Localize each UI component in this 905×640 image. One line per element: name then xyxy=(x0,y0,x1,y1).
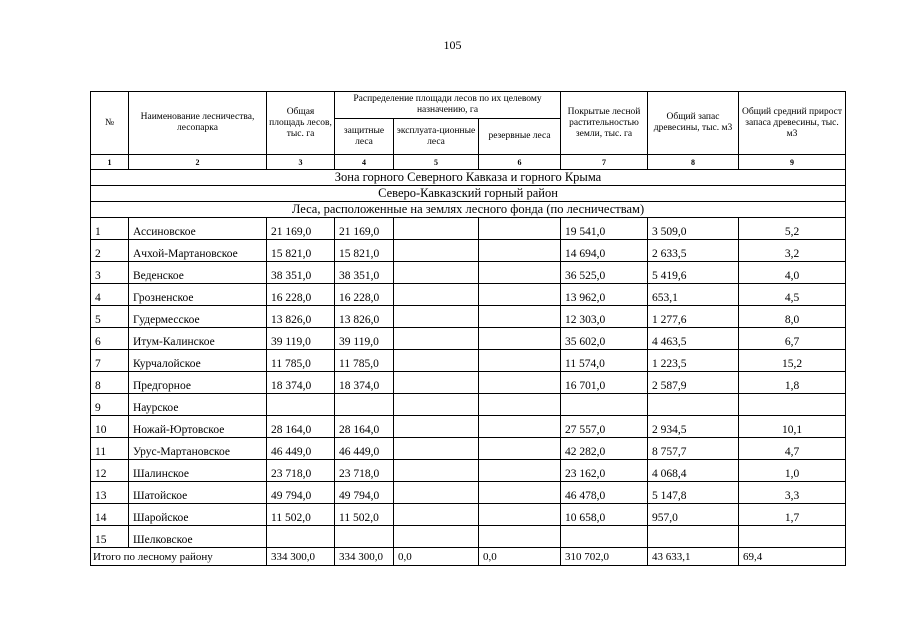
wood-stock: 4 068,4 xyxy=(648,460,739,482)
protective-area: 28 164,0 xyxy=(335,416,394,438)
exploitable-area xyxy=(394,460,479,482)
row-number: 12 xyxy=(91,460,129,482)
column-number: 5 xyxy=(394,155,479,170)
wood-stock: 1 223,5 xyxy=(648,350,739,372)
row-number: 1 xyxy=(91,218,129,240)
total-sum-protective: 334 300,0 xyxy=(335,548,394,566)
table-row xyxy=(91,328,846,350)
protective-area: 16 228,0 xyxy=(335,284,394,306)
table-row xyxy=(91,526,846,548)
wood-stock xyxy=(648,526,739,548)
page-number: 105 xyxy=(443,38,462,52)
row-number: 14 xyxy=(91,504,129,526)
exploitable-area xyxy=(394,240,479,262)
stock-growth: 8,0 xyxy=(739,306,846,328)
table-row xyxy=(91,306,846,328)
reserve-area xyxy=(479,350,561,372)
wood-stock: 957,0 xyxy=(648,504,739,526)
stock-growth: 4,5 xyxy=(739,284,846,306)
header-covered: Покрытые лесной растительностью земли, тыс. га xyxy=(561,92,648,155)
total-label: Итого по лесному району xyxy=(91,548,267,566)
total-area: 11 785,0 xyxy=(267,350,335,372)
total-sum-covered: 310 702,0 xyxy=(561,548,648,566)
covered-area: 23 162,0 xyxy=(561,460,648,482)
table-row xyxy=(91,218,846,240)
protective-area: 15 821,0 xyxy=(335,240,394,262)
exploitable-area xyxy=(394,504,479,526)
row-number: 2 xyxy=(91,240,129,262)
wood-stock: 2 587,9 xyxy=(648,372,739,394)
row-number: 3 xyxy=(91,262,129,284)
row-number: 11 xyxy=(91,438,129,460)
covered-area: 14 694,0 xyxy=(561,240,648,262)
forestry-name: Ножай-Юртовское xyxy=(129,416,267,438)
section-zone: Зона горного Северного Кавказа и горного Крыма xyxy=(91,170,846,186)
table-row xyxy=(91,284,846,306)
reserve-area xyxy=(479,328,561,350)
table-row xyxy=(91,394,846,416)
reserve-area xyxy=(479,218,561,240)
row-number: 13 xyxy=(91,482,129,504)
forestry-name: Курчалойское xyxy=(129,350,267,372)
header-reserve: резервные леса xyxy=(479,119,561,155)
header-stock: Общий запас древесины, тыс. м3 xyxy=(648,92,739,155)
wood-stock: 4 463,5 xyxy=(648,328,739,350)
stock-growth xyxy=(739,526,846,548)
row-number: 5 xyxy=(91,306,129,328)
total-area: 23 718,0 xyxy=(267,460,335,482)
protective-area: 38 351,0 xyxy=(335,262,394,284)
total-area: 11 502,0 xyxy=(267,504,335,526)
column-number: 8 xyxy=(648,155,739,170)
stock-growth: 3,3 xyxy=(739,482,846,504)
column-number: 3 xyxy=(267,155,335,170)
exploitable-area xyxy=(394,328,479,350)
exploitable-area xyxy=(394,416,479,438)
row-number: 15 xyxy=(91,526,129,548)
stock-growth: 1,7 xyxy=(739,504,846,526)
reserve-area xyxy=(479,482,561,504)
reserve-area xyxy=(479,460,561,482)
protective-area: 21 169,0 xyxy=(335,218,394,240)
wood-stock: 5 419,6 xyxy=(648,262,739,284)
total-area xyxy=(267,526,335,548)
protective-area: 11 785,0 xyxy=(335,350,394,372)
forestry-name: Шелковское xyxy=(129,526,267,548)
total-area: 46 449,0 xyxy=(267,438,335,460)
exploitable-area xyxy=(394,306,479,328)
exploitable-area xyxy=(394,262,479,284)
total-area: 28 164,0 xyxy=(267,416,335,438)
row-number: 4 xyxy=(91,284,129,306)
row-number: 10 xyxy=(91,416,129,438)
reserve-area xyxy=(479,394,561,416)
covered-area: 11 574,0 xyxy=(561,350,648,372)
protective-area: 11 502,0 xyxy=(335,504,394,526)
forestry-name: Урус-Мартановское xyxy=(129,438,267,460)
header-growth: Общий средний прирост запаса древесины, тыс. м3 xyxy=(739,92,846,155)
table-row xyxy=(91,262,846,284)
row-number: 8 xyxy=(91,372,129,394)
reserve-area xyxy=(479,504,561,526)
table-row xyxy=(91,240,846,262)
covered-area: 36 525,0 xyxy=(561,262,648,284)
table-row xyxy=(91,350,846,372)
protective-area: 18 374,0 xyxy=(335,372,394,394)
table-row xyxy=(91,460,846,482)
wood-stock: 3 509,0 xyxy=(648,218,739,240)
reserve-area xyxy=(479,240,561,262)
protective-area xyxy=(335,526,394,548)
forestry-name: Ассиновское xyxy=(129,218,267,240)
wood-stock: 1 277,6 xyxy=(648,306,739,328)
total-area: 21 169,0 xyxy=(267,218,335,240)
total-area: 15 821,0 xyxy=(267,240,335,262)
total-area: 39 119,0 xyxy=(267,328,335,350)
forestry-name: Ачхой-Мартановское xyxy=(129,240,267,262)
total-area xyxy=(267,394,335,416)
stock-growth: 15,2 xyxy=(739,350,846,372)
column-numbers-row xyxy=(91,155,846,170)
section-lands: Леса, расположенные на землях лесного фонда (по лесничествам) xyxy=(91,202,846,218)
stock-growth: 5,2 xyxy=(739,218,846,240)
exploitable-area xyxy=(394,218,479,240)
total-area: 38 351,0 xyxy=(267,262,335,284)
section-region: Северо-Кавказский горный район xyxy=(91,186,846,202)
exploitable-area xyxy=(394,526,479,548)
column-number: 4 xyxy=(335,155,394,170)
reserve-area xyxy=(479,416,561,438)
total-row xyxy=(91,548,846,566)
total-area: 49 794,0 xyxy=(267,482,335,504)
covered-area: 12 303,0 xyxy=(561,306,648,328)
forestry-name: Итум-Калинское xyxy=(129,328,267,350)
total-sum-growth: 69,4 xyxy=(739,548,846,566)
forestry-name: Наурское xyxy=(129,394,267,416)
stock-growth: 4,0 xyxy=(739,262,846,284)
reserve-area xyxy=(479,526,561,548)
header-distribution: Распределение площади лесов по их целевому назначению, га xyxy=(335,92,561,119)
wood-stock: 2 934,5 xyxy=(648,416,739,438)
exploitable-area xyxy=(394,394,479,416)
total-sum-exploitable: 0,0 xyxy=(394,548,479,566)
forestry-name: Предгорное xyxy=(129,372,267,394)
total-area: 18 374,0 xyxy=(267,372,335,394)
forestry-name: Шаройское xyxy=(129,504,267,526)
wood-stock: 2 633,5 xyxy=(648,240,739,262)
reserve-area xyxy=(479,438,561,460)
covered-area: 13 962,0 xyxy=(561,284,648,306)
stock-growth: 10,1 xyxy=(739,416,846,438)
table-row xyxy=(91,416,846,438)
protective-area xyxy=(335,394,394,416)
protective-area: 49 794,0 xyxy=(335,482,394,504)
protective-area: 23 718,0 xyxy=(335,460,394,482)
reserve-area xyxy=(479,262,561,284)
exploitable-area xyxy=(394,482,479,504)
row-number: 9 xyxy=(91,394,129,416)
header-protective: защитные леса xyxy=(335,119,394,155)
stock-growth: 1,0 xyxy=(739,460,846,482)
total-sum-stock: 43 633,1 xyxy=(648,548,739,566)
exploitable-area xyxy=(394,284,479,306)
covered-area: 35 602,0 xyxy=(561,328,648,350)
covered-area: 16 701,0 xyxy=(561,372,648,394)
header-total-area: Общая площадь лесов, тыс. га xyxy=(267,92,335,155)
reserve-area xyxy=(479,284,561,306)
total-sum-area: 334 300,0 xyxy=(267,548,335,566)
table-row xyxy=(91,482,846,504)
covered-area: 46 478,0 xyxy=(561,482,648,504)
covered-area: 27 557,0 xyxy=(561,416,648,438)
forestry-name: Гудермесское xyxy=(129,306,267,328)
column-number: 7 xyxy=(561,155,648,170)
stock-growth xyxy=(739,394,846,416)
wood-stock: 5 147,8 xyxy=(648,482,739,504)
forestry-name: Шатойское xyxy=(129,482,267,504)
exploitable-area xyxy=(394,350,479,372)
covered-area: 10 658,0 xyxy=(561,504,648,526)
table-row xyxy=(91,372,846,394)
row-number: 6 xyxy=(91,328,129,350)
table-row xyxy=(91,504,846,526)
exploitable-area xyxy=(394,372,479,394)
wood-stock xyxy=(648,394,739,416)
stock-growth: 3,2 xyxy=(739,240,846,262)
forestry-name: Шалинское xyxy=(129,460,267,482)
wood-stock: 653,1 xyxy=(648,284,739,306)
column-number: 9 xyxy=(739,155,846,170)
header-exploitable: эксплуата-ционные леса xyxy=(394,119,479,155)
protective-area: 39 119,0 xyxy=(335,328,394,350)
protective-area: 46 449,0 xyxy=(335,438,394,460)
covered-area: 42 282,0 xyxy=(561,438,648,460)
row-number: 7 xyxy=(91,350,129,372)
column-number: 1 xyxy=(91,155,129,170)
forestry-name: Веденское xyxy=(129,262,267,284)
total-area: 16 228,0 xyxy=(267,284,335,306)
stock-growth: 6,7 xyxy=(739,328,846,350)
covered-area xyxy=(561,394,648,416)
covered-area: 19 541,0 xyxy=(561,218,648,240)
header-name: Наименование лесничества, лесопарка xyxy=(129,92,267,155)
reserve-area xyxy=(479,372,561,394)
wood-stock: 8 757,7 xyxy=(648,438,739,460)
table-row xyxy=(91,438,846,460)
protective-area: 13 826,0 xyxy=(335,306,394,328)
forestry-name: Грозненское xyxy=(129,284,267,306)
forest-table xyxy=(90,91,846,566)
stock-growth: 4,7 xyxy=(739,438,846,460)
reserve-area xyxy=(479,306,561,328)
covered-area xyxy=(561,526,648,548)
header-num: № xyxy=(91,92,129,155)
total-sum-reserve: 0,0 xyxy=(479,548,561,566)
exploitable-area xyxy=(394,438,479,460)
total-area: 13 826,0 xyxy=(267,306,335,328)
column-number: 6 xyxy=(479,155,561,170)
stock-growth: 1,8 xyxy=(739,372,846,394)
column-number: 2 xyxy=(129,155,267,170)
